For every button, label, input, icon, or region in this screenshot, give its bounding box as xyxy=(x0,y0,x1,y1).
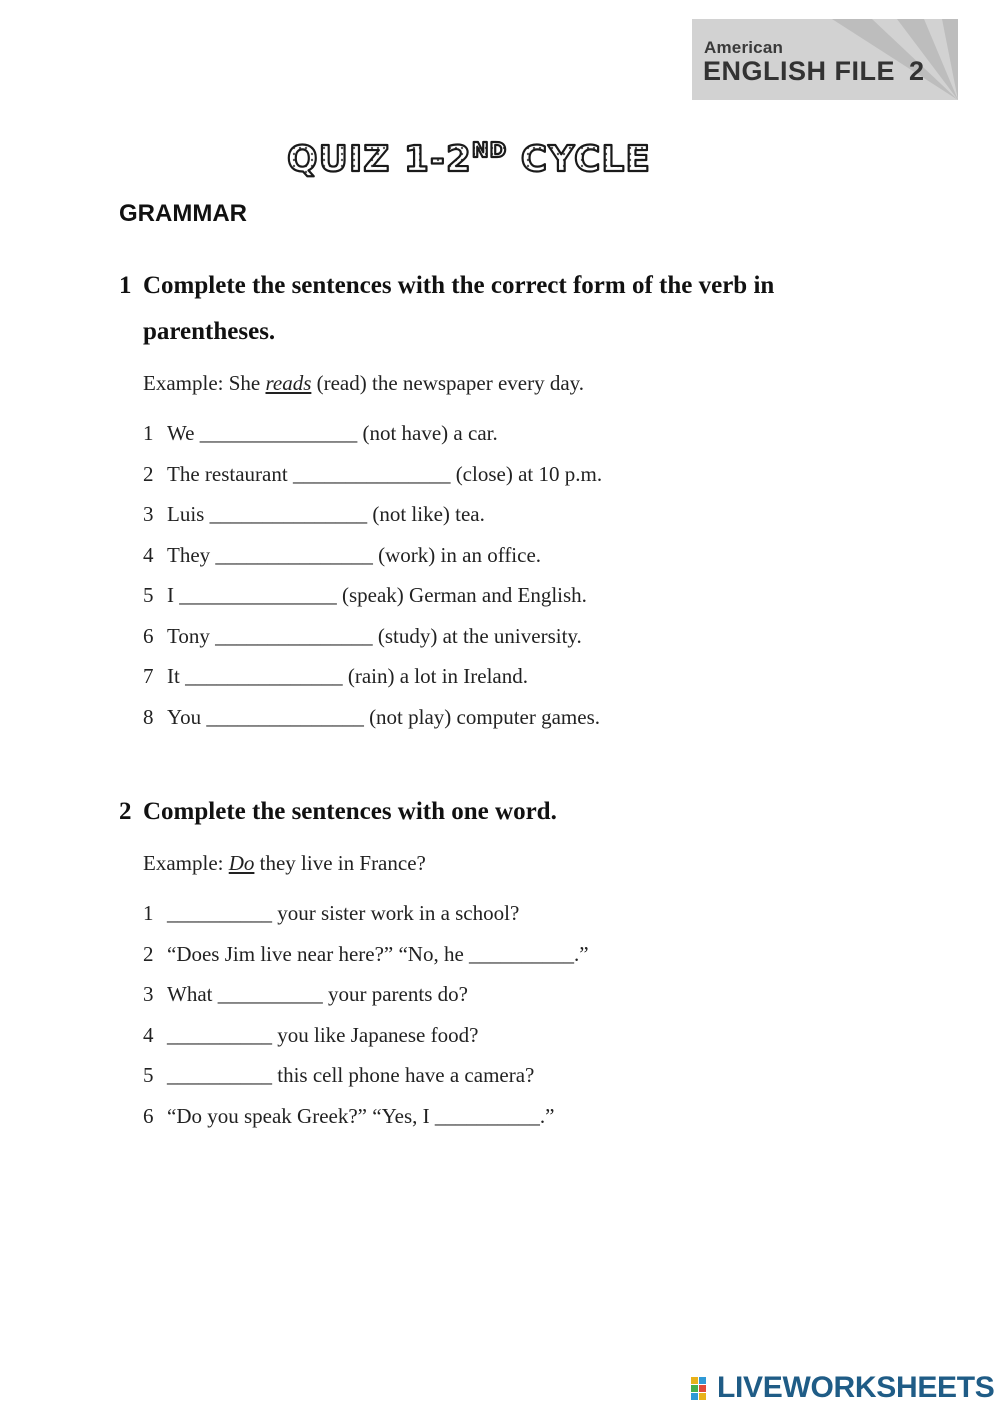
item-number: 6 xyxy=(143,623,154,648)
exercise-2-items xyxy=(143,893,589,1136)
item-number: 5 xyxy=(143,1063,154,1087)
item-number: 3 xyxy=(143,982,154,1006)
brand-title xyxy=(703,56,925,87)
item-text: What __________ your parents do? xyxy=(167,982,468,1006)
item-number: 1 xyxy=(143,421,154,445)
quiz-title-superscript: ND xyxy=(471,138,508,162)
list-item xyxy=(143,1096,589,1137)
item-text: I _______________ (speak) German and English. xyxy=(167,583,587,607)
item-number: 2 xyxy=(143,461,154,486)
list-item xyxy=(143,616,602,657)
list-item xyxy=(143,575,602,616)
exercise-2-instruction: Complete the sentences with one word. xyxy=(143,798,557,825)
example-prefix: Example: xyxy=(143,851,229,875)
exercise-2-heading xyxy=(119,789,863,835)
item-text: __________ this cell phone have a camera? xyxy=(167,1063,535,1087)
item-number: 7 xyxy=(143,664,154,688)
item-number: 5 xyxy=(143,583,154,607)
list-item xyxy=(143,454,602,495)
example-prefix: Example: She xyxy=(143,371,266,395)
exercise-2-number: 2 xyxy=(119,798,132,825)
quiz-title-main: QUIZ 1-2 xyxy=(287,139,472,180)
example-suffix: they live in France? xyxy=(254,851,426,875)
quiz-title-rest: CYCLE xyxy=(507,139,651,180)
item-text: The restaurant _______________ (close) at 10 p.m. xyxy=(167,461,603,486)
example-answer: reads xyxy=(265,371,312,395)
exercise-1-heading xyxy=(119,263,863,355)
item-text: __________ your sister work in a school? xyxy=(167,901,520,925)
item-text: They _______________ (work) in an office. xyxy=(167,542,542,567)
quiz-title xyxy=(285,133,715,181)
logo-text: LIVEWORKSHEETS xyxy=(717,1371,995,1404)
item-number: 8 xyxy=(143,704,154,729)
list-item xyxy=(143,934,589,975)
section-heading-grammar: GRAMMAR xyxy=(119,200,247,227)
exercise-1-instruction: Complete the sentences with the correct form of the verb in parentheses. xyxy=(143,272,775,345)
example-suffix: (read) the newspaper every day. xyxy=(311,371,585,395)
list-item xyxy=(143,1015,589,1056)
list-item xyxy=(143,494,602,535)
item-text: It _______________ (rain) a lot in Ireland. xyxy=(167,664,528,688)
exercise-1-items xyxy=(143,413,602,737)
exercise-1-example xyxy=(143,371,584,396)
exercise-1-number: 1 xyxy=(119,272,132,299)
item-number: 4 xyxy=(143,1022,154,1047)
example-answer: Do xyxy=(228,851,255,875)
item-text: __________ you like Japanese food? xyxy=(167,1022,479,1047)
brand-level: 2 xyxy=(909,56,925,86)
list-item xyxy=(143,413,602,454)
item-number: 3 xyxy=(143,502,154,526)
list-item xyxy=(143,1055,589,1096)
list-item xyxy=(143,974,589,1015)
item-text: “Does Jim live near here?” “No, he __________.” xyxy=(167,941,589,966)
item-text: Tony _______________ (study) at the university. xyxy=(167,623,582,648)
list-item xyxy=(143,656,602,697)
cubes-icon xyxy=(690,1376,716,1402)
exercise-2-example xyxy=(143,851,426,876)
item-text: “Do you speak Greek?” “Yes, I __________.” xyxy=(167,1103,555,1128)
brand-logo xyxy=(692,19,958,100)
list-item xyxy=(143,535,602,576)
item-text: We _______________ (not have) a car. xyxy=(167,421,498,445)
item-text: You _______________ (not play) computer games. xyxy=(167,704,600,729)
item-number: 2 xyxy=(143,941,154,966)
brand-subtitle: American xyxy=(704,38,784,57)
brand-title-text: ENGLISH FILE xyxy=(703,56,896,86)
quiz-title-text xyxy=(287,138,651,180)
item-number: 6 xyxy=(143,1103,154,1128)
list-item xyxy=(143,697,602,738)
item-number: 1 xyxy=(143,901,154,925)
item-text: Luis _______________ (not like) tea. xyxy=(167,502,485,526)
item-number: 4 xyxy=(143,542,154,567)
list-item xyxy=(143,893,589,934)
